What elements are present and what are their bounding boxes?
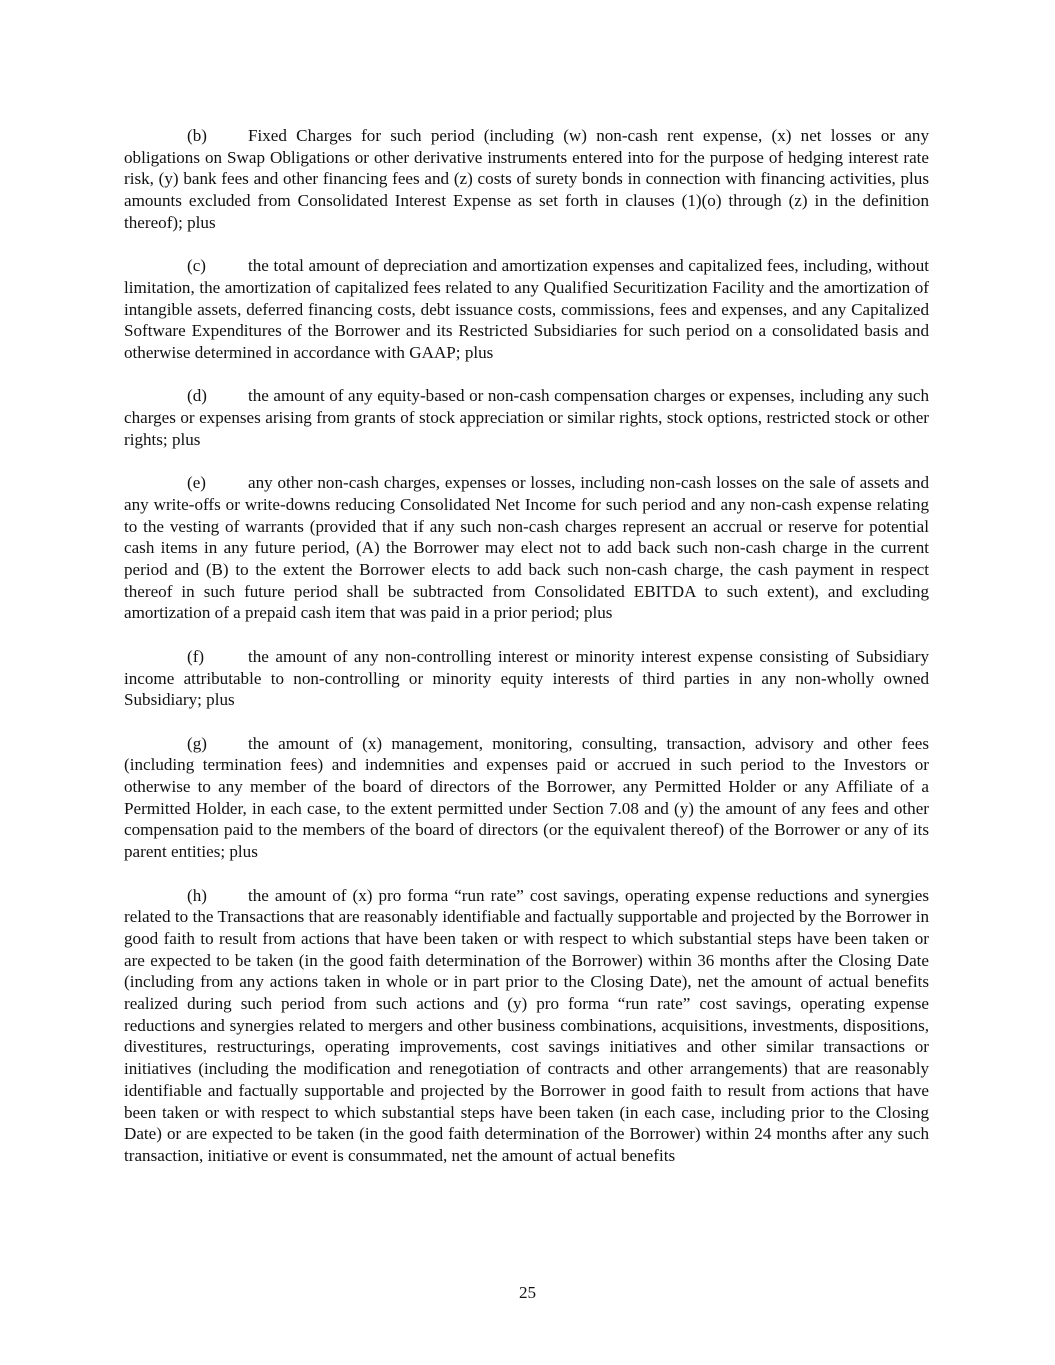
clause-h: [124, 885, 929, 1167]
clause-f: [124, 646, 929, 711]
clause-label: (b): [187, 126, 207, 145]
clause-b: [124, 125, 929, 234]
clause-text: the amount of (x) pro forma “run rate” cost savings, operating expense reductions and synergies related to the Transactions that are reasonably identifiable and factually supportable and projected by the Borrower in good faith to result from actions that have been taken or with respect to which substantial steps have been taken or are expected to be taken (in the good faith determination of the Borrower) within 36 months after the Closing Date (including from any actions taken in whole or in part prior to the Closing Date), net the amount of actual benefits realized during such period from such actions and (y) pro forma “run rate” cost savings, operating expense reductions and synergies related to mergers and other business combinations, acquisitions, investments, dispositions, divestitures, restructurings, operating improvements, cost savings initiatives and other similar transactions or initiatives (including the modification and renegotiation of contracts and other arrangements) that are reasonably identifiable and factually supportable and projected by the Borrower in good faith to result from actions that have been taken or with respect to which substantial steps have been taken (in each case, including prior to the Closing Date) or are expected to be taken (in the good faith determination of the Borrower) within 24 months after any such transaction, initiative or event is consummated, net the amount of actual benefits: [124, 885, 929, 1165]
clause-text: Fixed Charges for such period (including (w) non-cash rent expense, (x) net losses or any obligations on Swap Obligations or other derivative instruments entered into for the purpose of hedging interest rate risk, (y) bank fees and other financing fees and (z) costs of surety bonds in connection with financing activities, plus amounts excluded from Consolidated Interest Expense as set forth in clauses (1)(o) through (z) in the definition thereof); plus: [124, 126, 929, 232]
clause-text: any other non-cash charges, expenses or losses, including non-cash losses on the sale of assets and any write-offs or write-downs reducing Consolidated Net Income for such period and any non-cash expense relating to the vesting of warrants (provided that if any such non-cash charges represent an accrual or reserve for potential cash items in any future period, (A) the Borrower may elect not to add back such non-cash charge in the current period and (B) to the extent the Borrower elects to add back such non-cash charge, the cash payment in respect thereof in such future period shall be subtracted from Consolidated EBITDA to such extent), and excluding amortization of a prepaid cash item that was paid in a prior period; plus: [124, 473, 929, 623]
clause-g: [124, 733, 929, 863]
clause-e: [124, 472, 929, 624]
clause-text: the amount of any equity-based or non-cash compensation charges or expenses, including any such charges or expenses arising from grants of stock appreciation or similar rights, stock options, restricted stock or other rights; plus: [124, 386, 929, 449]
document-body: [124, 125, 929, 1188]
clause-label: (d): [187, 386, 207, 406]
clause-label: (e): [187, 473, 206, 493]
clause-d: [124, 385, 929, 450]
clause-label: (c): [187, 256, 206, 276]
page-number: 25: [518, 1283, 537, 1302]
clause-text: the total amount of depreciation and amortization expenses and capitalized fees, including, without limitation, the amortization of capitalized fees related to any Qualified Securitization Facility and the amortization of intangible assets, deferred financing costs, debt issuance costs, commissions, fees and expenses, and any Capitalized Software Expenditures of the Borrower and its Restricted Subsidiaries for such period on a consolidated basis and otherwise determined in accordance with GAAP; plus: [124, 256, 929, 363]
clause-text: the amount of any non-controlling interest or minority interest expense consisting of Subsidiary income attributable to non-controlling or minority equity interests of third parties in any non-wholly owned Subsidiary; plus: [124, 646, 929, 710]
clause-label: (f): [187, 646, 205, 666]
clause-c: [124, 255, 929, 364]
clause-label: (h): [187, 885, 207, 905]
clause-text: the amount of (x) management, monitoring, consulting, transaction, advisory and other fees (including termination fees) and indemnities and expenses paid or accrued in such period to the Investors or otherwise to any member of the board of directors of the Borrower, any Permitted Holder or any Affiliate of a Permitted Holder, in each case, to the extent permitted under Section 7.08 and (y) the amount of any fees and other compensation paid to the members of the board of directors (or the equivalent thereof) of the Borrower or any of its parent entities; plus: [124, 733, 929, 862]
clause-label: (g): [187, 733, 207, 753]
